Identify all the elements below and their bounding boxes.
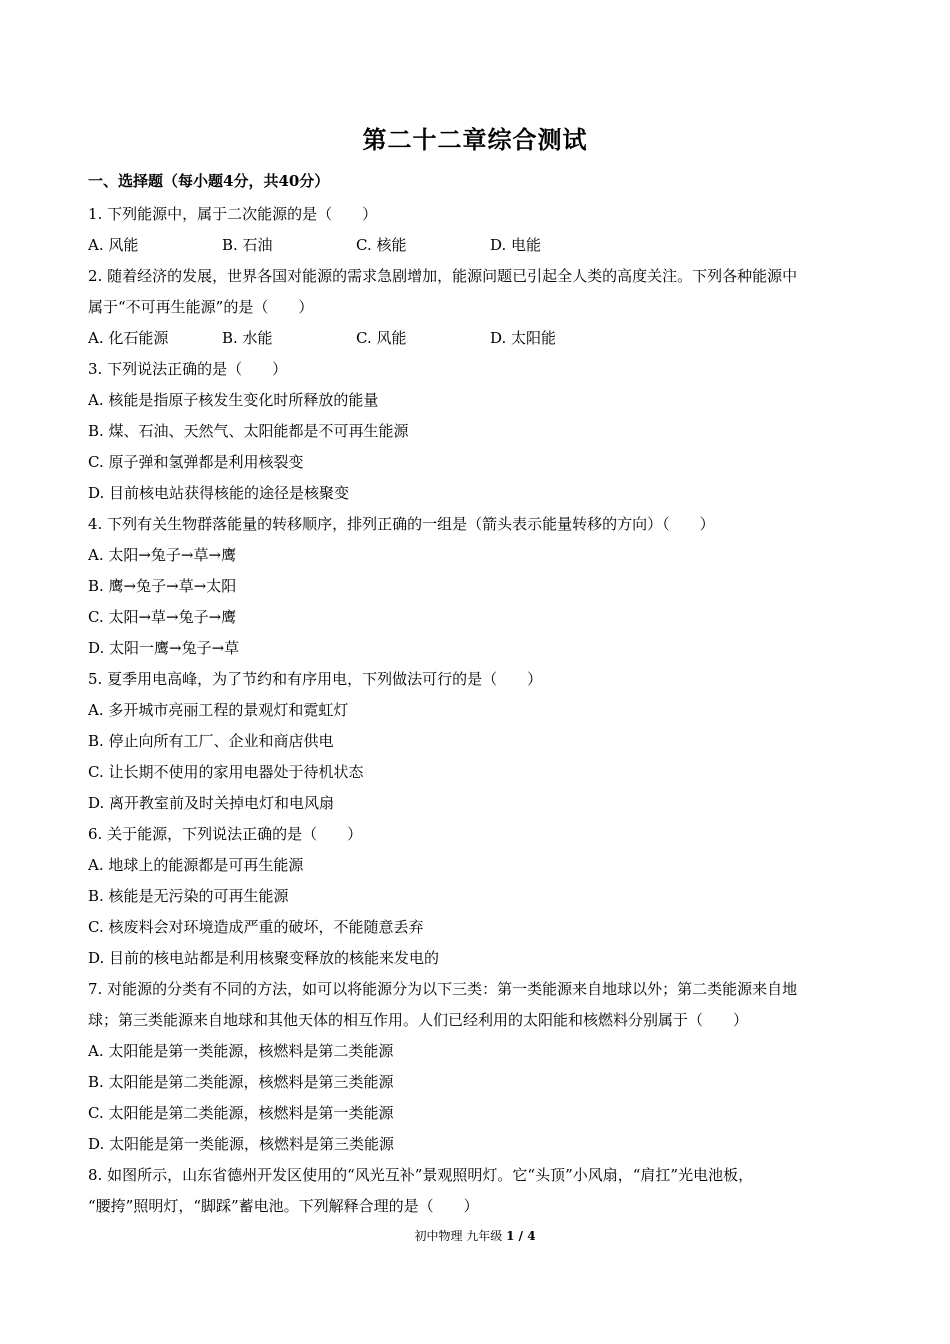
question-3-option-b: B. 煤、石油、天然气、太阳能都是不可再生能源 (88, 422, 409, 440)
question-2-stem-line-2: 属于“不可再生能源”的是（ ） (88, 298, 314, 316)
question-5-stem: 5. 夏季用电高峰，为了节约和有序用电，下列做法可行的是（ ） (88, 670, 543, 688)
question-4-option-c: C. 太阳→草→兔子→鹰 (88, 608, 237, 626)
option-a: A. 化石能源 (88, 329, 169, 347)
question-3-option-c: C. 原子弹和氢弹都是利用核裂变 (88, 453, 304, 471)
question-7-option-b: B. 太阳能是第二类能源，核燃料是第三类能源 (88, 1073, 394, 1091)
question-8-stem-line-1: 8. 如图所示，山东省德州开发区使用的“风光互补”景观照明灯。它“头顶”小风扇，“肩扛”光电池板， (88, 1166, 754, 1184)
question-7-stem-line-1: 7. 对能源的分类有不同的方法，如可以将能源分为以下三类：第一类能源来自地球以外；第二类能源来自地 (88, 980, 798, 998)
question-7-option-a: A. 太阳能是第一类能源，核燃料是第二类能源 (88, 1042, 394, 1060)
question-4-option-d: D. 太阳一鹰→兔子→草 (88, 639, 240, 657)
question-7-stem-line-2: 球；第三类能源来自地球和其他天体的相互作用。人们已经利用的太阳能和核燃料分别属于（ ） (88, 1011, 749, 1029)
page-footer (0, 1226, 950, 1246)
question-8-stem-line-2: “腰挎”照明灯，“脚踩”蓄电池。下列解释合理的是（ ） (88, 1197, 479, 1215)
question-1-options (88, 230, 878, 261)
question-3-option-d: D. 目前核电站获得核能的途径是核聚变 (88, 484, 350, 502)
page-title: 第二十二章综合测试 (362, 125, 588, 154)
question-5-option-b: B. 停止向所有工厂、企业和商店供电 (88, 732, 334, 750)
option-a: A. 风能 (88, 236, 139, 254)
question-7-option-c: C. 太阳能是第二类能源，核燃料是第一类能源 (88, 1104, 394, 1122)
question-6-option-c: C. 核废料会对环境造成严重的破坏，不能随意丢弃 (88, 918, 424, 936)
question-2-options (88, 323, 878, 354)
question-3-stem: 3. 下列说法正确的是（ ） (88, 360, 288, 378)
page-number: 1 / 4 (506, 1229, 536, 1243)
option-b: B. 石油 (222, 236, 273, 254)
footer-label: 初中物理 九年级 (414, 1229, 503, 1243)
question-7-option-d: D. 太阳能是第一类能源，核燃料是第三类能源 (88, 1135, 395, 1153)
question-3-option-a: A. 核能是指原子核发生变化时所释放的能量 (88, 391, 379, 409)
option-d: D. 电能 (490, 236, 542, 254)
question-5-option-d: D. 离开教室前及时关掉电灯和电风扇 (88, 794, 335, 812)
question-2-stem-line-1: 2. 随着经济的发展，世界各国对能源的需求急剧增加，能源问题已引起全人类的高度关注。下列各种能源中 (88, 267, 798, 285)
question-6-option-b: B. 核能是无污染的可再生能源 (88, 887, 289, 905)
question-6-option-a: A. 地球上的能源都是可再生能源 (88, 856, 304, 874)
question-5-option-a: A. 多开城市亮丽工程的景观灯和霓虹灯 (88, 701, 349, 719)
question-4-option-a: A. 太阳→兔子→草→鹰 (88, 546, 237, 564)
option-c: C. 核能 (356, 236, 407, 254)
question-list (88, 199, 878, 1222)
question-1-stem: 1. 下列能源中，属于二次能源的是（ ） (88, 205, 378, 223)
question-6-option-d: D. 目前的核电站都是利用核聚变释放的核能来发电的 (88, 949, 440, 967)
question-6-stem: 6. 关于能源，下列说法正确的是（ ） (88, 825, 363, 843)
section-heading: 一、选择题（每小题4分，共40分） (88, 172, 330, 190)
question-4-option-b: B. 鹰→兔子→草→太阳 (88, 577, 237, 595)
question-5-option-c: C. 让长期不使用的家用电器处于待机状态 (88, 763, 364, 781)
option-b: B. 水能 (222, 329, 273, 347)
option-d: D. 太阳能 (490, 329, 557, 347)
question-4-stem: 4. 下列有关生物群落能量的转移顺序，排列正确的一组是（箭头表示能量转移的方向）（ ） (88, 515, 715, 533)
option-c: C. 风能 (356, 329, 407, 347)
